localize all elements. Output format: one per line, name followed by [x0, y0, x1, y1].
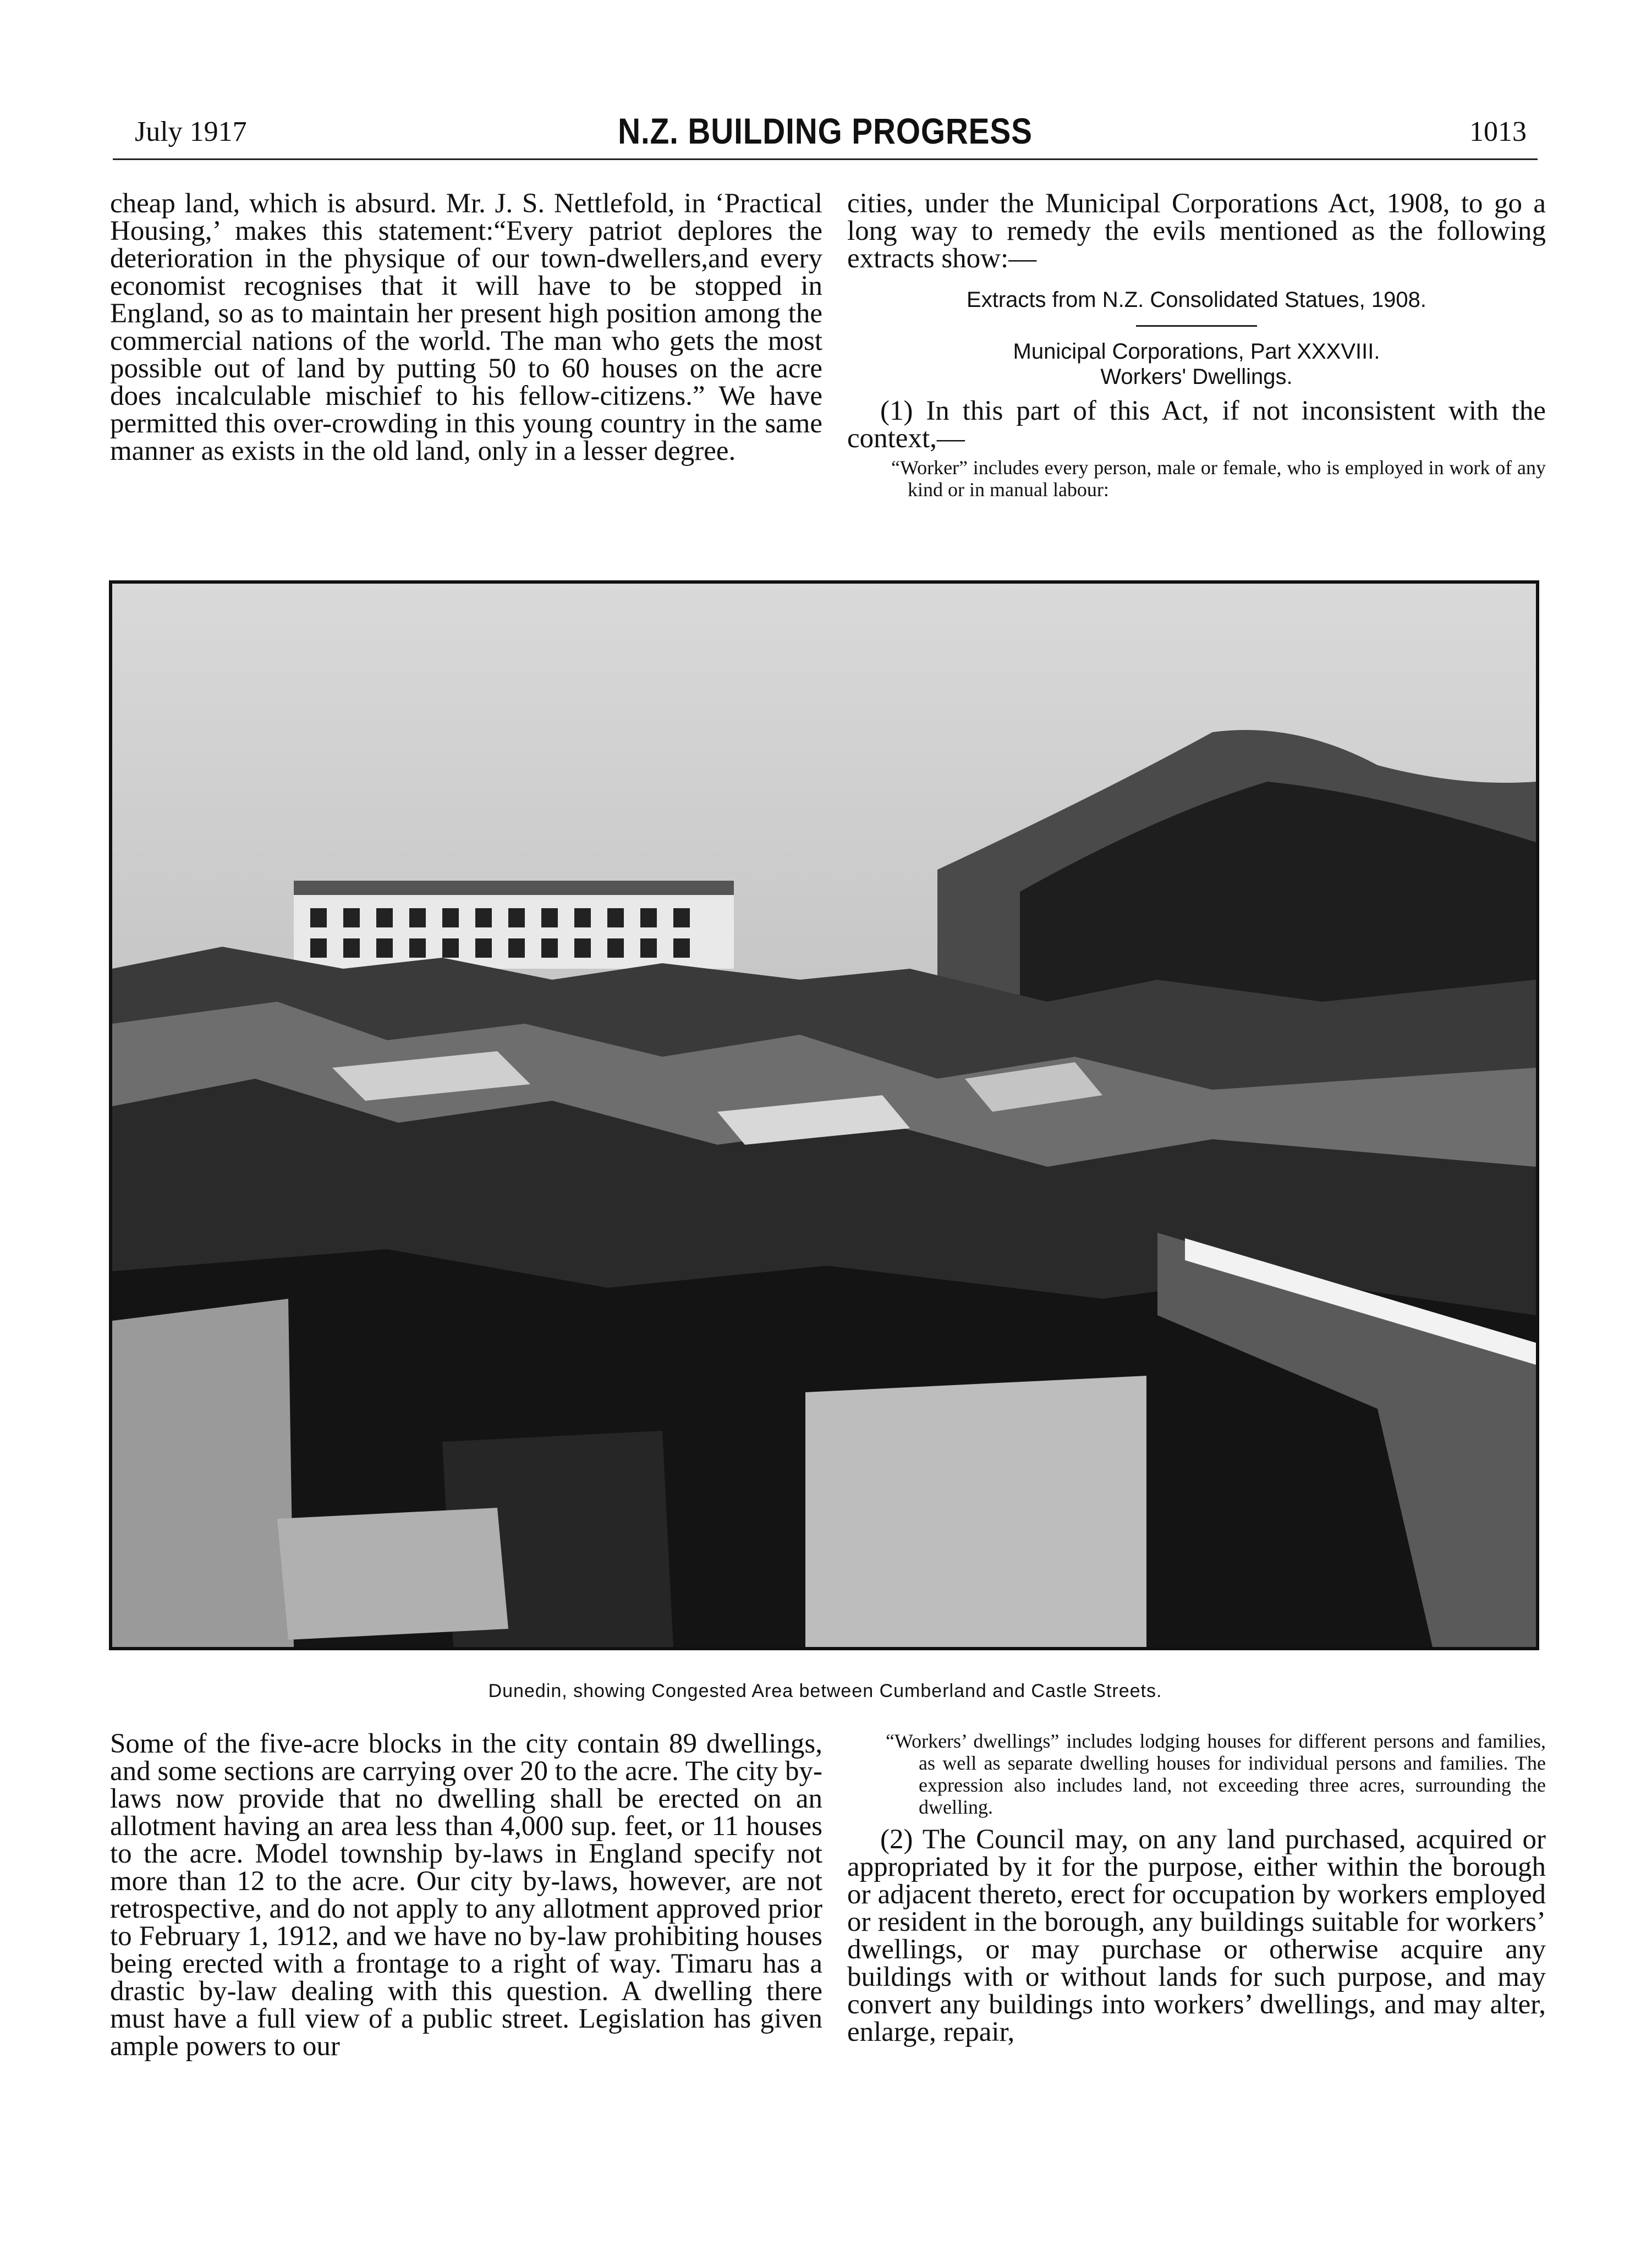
body-paragraph: Some of the five-acre blocks in the city contain 89 dwellings, and some sections are carrying over 20 to the acre. The city by-laws now provide that no dwelling shall be erected on an allotment having an area less than 4,000 sup. feet, or 11 houses to the acre. Model township by-laws in England specify not more than 12 to the acre. Our city by-laws, however, are not retrospective, and do not apply to any allotment approved prior to February 1, 1912, and we have no by-law prohibiting houses being erected with a frontage to a right of way. Timaru has a drastic by-law dealing with this question. A dwelling there must have a full view of a public street. Legislation has given ample powers to our [110, 1728, 822, 2062]
publication-title: N.Z. BUILDING PROGRESS [618, 111, 1033, 151]
intro-paragraph: cities, under the Municipal Corporations Act, 1908, to go a long way to remedy the evils mentioned as the following extracts show:— [847, 188, 1546, 274]
section-heading: Workers' Dwellings. [1100, 365, 1293, 389]
body-paragraph: cheap land, which is absurd. Mr. J. S. Nettlefold, in ‘Practical Housing,’ makes this statement:“Every patriot deplores the deterioration in the physique of our town-dwellers,and every economist recognises that it will have to be stopped in England, so as to maintain her present high position among the commercial nations of the world. The man who gets the most possible out of land by putting 50 to 60 houses on the acre does incalculable mischief to his fellow-citizens.” We have permitted this over-crowding in this young country in the same manner as exists in the old land, only in a lesser degree. [110, 188, 822, 466]
top-left-column [110, 190, 822, 575]
dunedin-photograph [109, 580, 1539, 1650]
photo-caption: Dunedin, showing Congested Area between Cumberland and Castle Streets. [488, 1681, 1162, 1701]
worker-definition: “Worker” includes every person, male or female, who is employed in work of any kind or in manual labour: [891, 457, 1546, 501]
issue-date: July 1917 [135, 116, 247, 147]
workers-dwellings-definition: “Workers’ dwellings” includes lodging houses for different persons and families, as well as separate dwelling houses for individual persons and families. The expression also includes land, not exceeding three acres, surrounding the dwelling. [886, 1730, 1546, 1818]
header-rule [113, 158, 1538, 160]
part-heading: Municipal Corporations, Part XXXVIII. [1013, 339, 1380, 364]
bottom-left-column [110, 1730, 822, 2198]
clause-1: (1) In this part of this Act, if not inconsistent with the context,— [847, 396, 1546, 454]
section-divider [1136, 325, 1257, 327]
running-header [113, 105, 1538, 160]
top-right-column [847, 190, 1546, 575]
clause-2: (2) The Council may, on any land purchased, acquired or appropriated by it for the purpose, either within the borough or adjacent thereto, erect for occupation by workers employed or resident in the borough, any buildings suitable for workers’ dwellings, or may purchase or otherwise acquire any buildings with or without lands for such purpose, and may convert any buildings into workers’ dwellings, and may alter, enlarge, repair, [847, 1824, 1546, 2047]
bottom-right-column [847, 1730, 1546, 2214]
photograph-image [112, 584, 1536, 1647]
extracts-heading: Extracts from N.Z. Consolidated Statues, 1908. [967, 288, 1426, 312]
page-number: 1013 [1469, 116, 1527, 147]
